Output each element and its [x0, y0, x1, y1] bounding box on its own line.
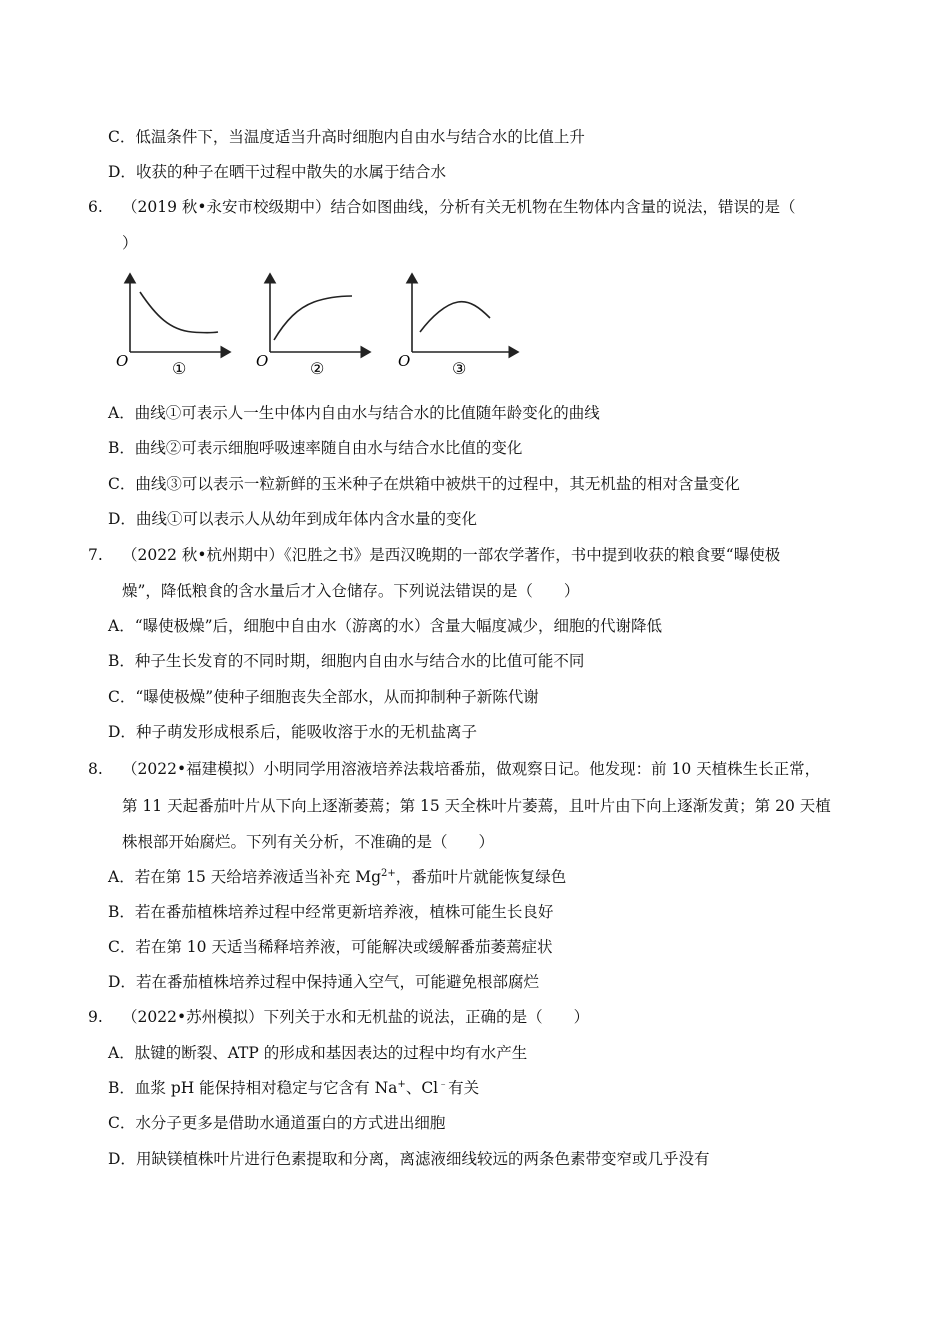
q9-option-c	[108, 1112, 445, 1134]
option-text: 曲线①可表示人一生中体内自由水与结合水的比值随年龄变化的曲线	[134, 404, 600, 422]
origin-label: O	[256, 352, 269, 370]
decreasing-curve	[140, 292, 218, 333]
curve-panel-1	[116, 274, 230, 378]
curve-panel-3	[398, 274, 518, 378]
option-text: 曲线③可以表示一粒新鲜的玉米种子在烘箱中被烘干的过程中，其无机盐的相对含量变化	[135, 475, 740, 493]
option-text: 水分子更多是借助水通道蛋白的方式进出细胞	[135, 1114, 446, 1132]
q5-option-c	[108, 126, 585, 148]
option-text: 有关	[448, 1079, 480, 1097]
option-text: 种子生长发育的不同时期，细胞内自由水与结合水的比值可能不同	[134, 652, 585, 670]
option-text: 收获的种子在晒干过程中散失的水属于结合水	[135, 163, 446, 181]
option-letter: B．	[108, 652, 135, 670]
option-letter: D．	[108, 1150, 136, 1168]
option-text: 低温条件下，当温度适当升高时细胞内自由水与结合水的比值上升	[135, 128, 585, 146]
origin-label: O	[398, 352, 411, 370]
option-letter: B．	[108, 439, 135, 457]
option-letter: C．	[108, 1114, 136, 1132]
option-text: 种子萌发形成根系后，能吸收溶于水的无机盐离子	[135, 723, 477, 741]
option-text: 曲线①可以表示人从幼年到成年体内含水量的变化	[135, 510, 477, 528]
q9-option-a	[108, 1042, 527, 1064]
ion-charge: 2+	[381, 867, 396, 879]
option-letter: A．	[108, 404, 135, 422]
option-letter: C．	[108, 938, 136, 956]
q8-option-a	[108, 866, 566, 888]
option-letter: A．	[108, 868, 135, 886]
q6-option-a	[108, 402, 600, 424]
q9-stem-line1: （2022•苏州模拟）下列关于水和无机盐的说法，正确的是（ ）	[122, 1008, 590, 1026]
option-text: “曝使极燥”后，细胞中自由水（游离的水）含量大幅度减少，细胞的代谢降低	[134, 617, 663, 635]
q6-curves-figure	[108, 268, 528, 388]
option-letter: A．	[108, 1044, 135, 1062]
option-text: 肽键的断裂、ATP 的形成和基因表达的过程中均有水产生	[134, 1044, 528, 1062]
q8-stem-line2: 第 11 天起番茄叶片从下向上逐渐萎蔫；第 15 天全株叶片萎蔫，且叶片由下向上逐渐发黄；第 20 天植	[122, 797, 831, 815]
q6-stem-line1: （2019 秋•永安市校级期中）结合如图曲线，分析有关无机物在生物体内含量的说法，错误的是（	[122, 198, 796, 216]
option-text: 用缺镁植株叶片进行色素提取和分离，离滤液细线较远的两条色素带变窄或几乎没有	[135, 1150, 710, 1168]
origin-label: O	[116, 352, 129, 370]
option-letter: D．	[108, 973, 136, 991]
q7-option-a	[108, 615, 662, 637]
q7-stem-line1: （2022 秋•杭州期中）《氾胜之书》是西汉晚期的一部农学著作，书中提到收获的粮食要“曝使极	[122, 546, 781, 564]
option-letter: C．	[108, 128, 136, 146]
q6-option-c	[108, 473, 740, 495]
panel-label: ②	[310, 359, 325, 378]
option-text: ，番茄叶片就能恢复绿色	[395, 868, 567, 886]
q7-option-d	[108, 721, 477, 743]
ion-charge: ﹣	[438, 1078, 449, 1090]
option-letter: D．	[108, 510, 136, 528]
q8-option-c	[108, 936, 552, 958]
option-text: 若在第 10 天适当稀释培养液，可能解决或缓解番茄萎蔫症状	[135, 938, 553, 956]
option-text: “曝使极燥”使种子细胞丧失全部水，从而抑制种子新陈代谢	[135, 688, 539, 706]
q8-option-d	[108, 971, 539, 993]
option-letter: B．	[108, 903, 135, 921]
option-text: 、Cl	[405, 1079, 439, 1097]
panel-label: ③	[452, 359, 467, 378]
q8-stem-line1: （2022•福建模拟）小明同学用溶液培养法栽培番茄，做观察日记。他发现：前 10 天植株生长正常，	[122, 760, 821, 778]
option-text: 若在番茄植株培养过程中保持通入空气，可能避免根部腐烂	[135, 973, 539, 991]
q6-option-d	[108, 508, 477, 530]
q7-number: 7.	[88, 546, 103, 564]
peaked-curve	[420, 302, 490, 332]
ion-charge: +	[397, 1078, 406, 1090]
q9-number: 9.	[88, 1008, 103, 1026]
option-letter: C．	[108, 688, 136, 706]
q5-option-d	[108, 161, 446, 183]
option-text: 血浆 pH 能保持相对稳定与它含有 Na	[134, 1079, 398, 1097]
q7-option-b	[108, 650, 584, 672]
option-letter: A．	[108, 617, 135, 635]
option-letter: D．	[108, 163, 136, 181]
option-letter: D．	[108, 723, 136, 741]
q6-option-b	[108, 437, 522, 459]
q8-stem-line3: 株根部开始腐烂。下列有关分析，不准确的是（ ）	[122, 833, 495, 851]
q9-option-d	[108, 1148, 709, 1170]
option-text: 若在第 15 天给培养液适当补充 Mg	[134, 868, 382, 886]
option-letter: B．	[108, 1079, 135, 1097]
q8-option-b	[108, 901, 553, 923]
q7-option-c	[108, 686, 539, 708]
q9-option-b	[108, 1077, 479, 1099]
saturating-curve	[274, 296, 352, 340]
q6-number: 6.	[88, 198, 103, 216]
option-letter: C．	[108, 475, 136, 493]
q6-stem-line2: ）	[122, 234, 138, 252]
curve-panel-2	[256, 274, 370, 378]
option-text: 曲线②可表示细胞呼吸速率随自由水与结合水比值的变化	[134, 439, 523, 457]
option-text: 若在番茄植株培养过程中经常更新培养液，植株可能生长良好	[134, 903, 554, 921]
q8-number: 8.	[88, 760, 103, 778]
panel-label: ①	[172, 359, 187, 378]
q7-stem-line2: 燥”，降低粮食的含水量后才入仓储存。下列说法错误的是（ ）	[122, 582, 580, 600]
